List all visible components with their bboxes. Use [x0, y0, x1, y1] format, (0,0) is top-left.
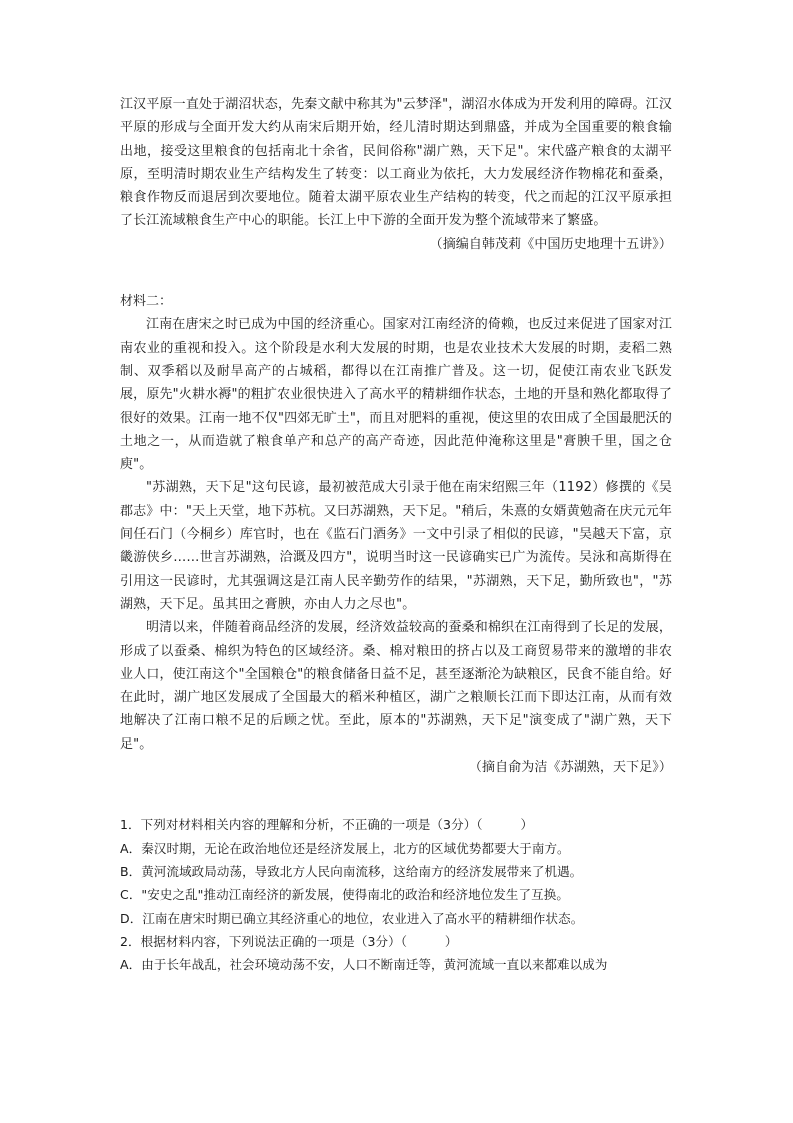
material1-body: 江汉平原一直处于湖沼状态，先秦文献中称其为"云梦泽"，湖沼水体成为开发利用的障碍。江汉平原的形成与全面开发大约从南宋后期开始，经儿清时期达到鼎盛，并成为全国重要的粮食输出地，接受这里粮食的包括南北十余省，民间俗称"湖广熟，天下足"。宋代盛产粮食的太湖平原，至明清时期农业生产结构发生了转变：以工商业为依托，大力发展经济作物棉花和蚕桑，粮食作物反而退居到次要地位。随着太湖平原农业生产结构的转变，代之而起的江汉平原承担了长江流域粮食生产中心的职能。长江上中下游的全面开发为整个流域带来了繁盛。 [120, 97, 672, 229]
material1-source: （摘编自韩茂莉《中国历史地理十五讲》） [429, 236, 672, 252]
document-content [120, 93, 672, 976]
material2-heading: 材料二： [120, 294, 173, 310]
section-gap [120, 779, 672, 813]
section-gap [120, 256, 672, 290]
question-2-option-a: A．由于长年战乱，社会环境动荡不安，人口不断南迁等，黄河流域一直以来都难以成为 [120, 957, 608, 973]
question-1-option-a: A．秦汉时期，无论在政治地位还是经济发展上，北方的区域优势都要大于南方。 [120, 840, 570, 856]
material2-source: （摘自俞为洁《苏湖熟，天下足》） [468, 760, 672, 776]
material2-paragraph-2: "苏湖熟，天下足"这句民谚，最初被范成大引录于他在南宋绍熙三年（1192）修撰的《吴郡志》中："天上天堂，地下苏杭。又曰苏湖熟，天下足。"稍后，朱熹的女婿黄勉斋在庆元元年间任石门（今桐乡）库官时，也在《监石门酒务》一文中引录了相似的民谚，"吴越天下富，京畿游侠乡……世言苏湖熟，洽溉及四方"，说明当时这一民谚确实已广为流传。吴泳和高斯得在引用这一民谚时，尤其强调这是江南人民辛勤劳作的结果，"苏湖熟，天下足，勤所致也"，"苏湖熟，天下足。虽其田之膏腴，亦由人力之尽也"。 [120, 480, 672, 612]
material2-paragraph-3: 明清以来，伴随着商品经济的发展，经济效益较高的蚕桑和棉织在江南得到了长足的发展，形成了以蚕桑、棉织为特色的区域经济。桑、棉对粮田的挤占以及工商贸易带来的激增的非农业人口，使江南这个"全国粮仓"的粮食储备日益不足，甚至逐渐沦为缺粮区，民食不能自给。好在此时，湖广地区发展成了全国最大的稻米种植区，湖广之粮顺长江而下即达江南，从而有效地解决了江南口粮不足的后顾之忧。至此，原本的"苏湖熟，天下足"演变成了"湖广熟，天下足"。 [120, 620, 673, 752]
question-2-stem: 2．根据材料内容，下列说法正确的一项是（3分）（ ） [120, 933, 458, 949]
question-1-option-c: C．"安史之乱"推动江南经济的新发展，使得南北的政治和经济地位发生了互换。 [120, 887, 569, 903]
question-1-stem: 1．下列对材料相关内容的理解和分析，不正确的一项是（3分）（ ） [120, 817, 534, 833]
question-1-option-d: D．江南在唐宋时期已确立其经济重心的地位，农业进入了高水平的精耕细作状态。 [120, 910, 584, 926]
material2-paragraph-1: 江南在唐宋之时已成为中国的经济重心。国家对江南经济的倚赖，也反过来促进了国家对江南农业的重视和投入。这个阶段是水利大发展的时期，也是农业技术大发展的时期，麦稻二熟制、双季稻以及耐旱高产的占城稻，都得以在江南推广普及。这一切，促使江南农业飞跃发展，原先"火耕水褥"的粗扩农业很快进入了高水平的精耕细作状态，土地的开垦和熟化都取得了很好的效果。江南一地不仅"四郊无旷土"，而且对肥料的重视，使这里的农田成了全国最肥沃的土地之一，从而造就了粮食单产和总产的高产奇迹，因此范仲淹称这里是"膏腴千里，国之仓庾"。 [120, 317, 673, 473]
question-1-option-b: B．黄河流域政局动荡，导致北方人民向南流移，这给南方的经济发展带来了机遇。 [120, 863, 583, 879]
